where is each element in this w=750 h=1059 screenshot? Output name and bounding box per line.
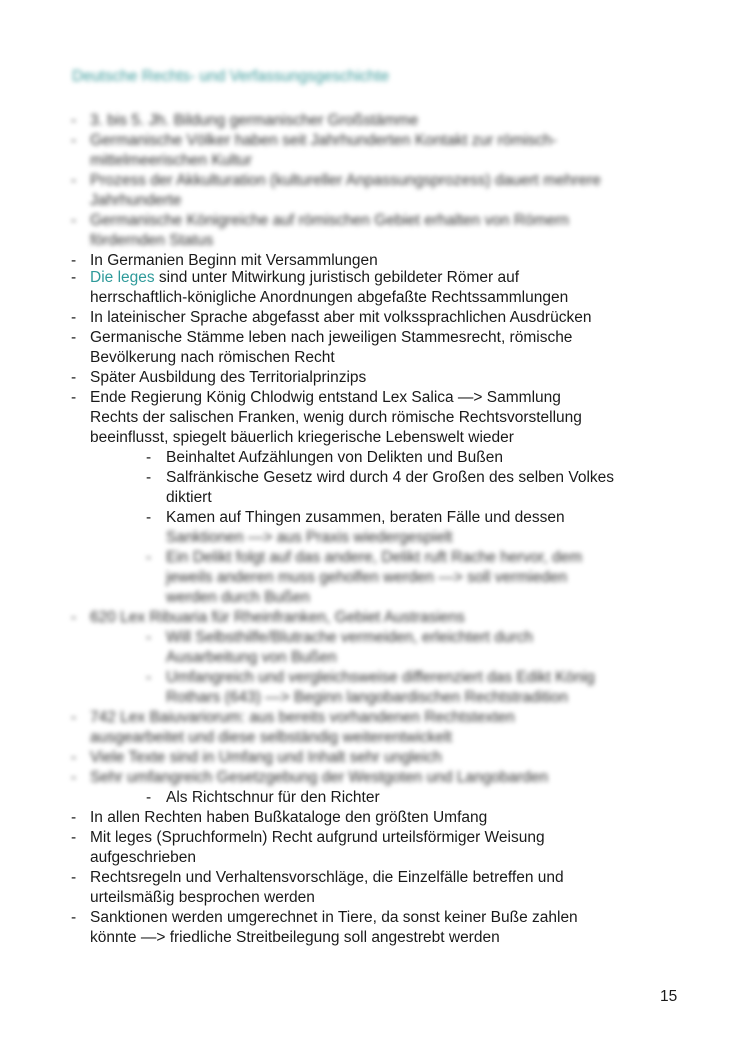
list-item [70,548,690,608]
bullet-dash: - [71,809,77,826]
list-item [70,388,690,448]
list-item-line: diktiert [166,489,212,506]
list-item [70,268,690,308]
list-item-line: Rechts der salischen Franken, wenig durch römische Rechtsvorstellung [90,409,582,426]
bullet-dash: - [71,869,77,886]
list-item-line: ausgearbeitet und diese selbständig weiterentwickelt [90,729,452,746]
list-item [70,328,690,368]
list-item-line: Rothars (643) —> Beginn langobardischen Rechtstradition [166,689,568,706]
list-item [70,868,690,908]
list-item [70,468,690,508]
list-item [70,171,690,211]
list-item-line: Germanische Königreiche auf römischen Gebiet erhalten von Römern [90,212,570,229]
list-item-line: Ausarbeitung von Bußen [166,649,337,666]
list-item-line: werden durch Bußen [166,589,310,606]
list-item-line: In lateinischer Sprache abgefasst aber mit volkssprachlichen Ausdrücken [90,309,592,326]
list-item-line: Rechtsregeln und Verhaltensvorschläge, die Einzelfälle betreffen und [90,869,564,886]
list-item-line: könnte —> friedliche Streitbeilegung soll angestrebt werden [90,929,500,946]
list-item [70,308,690,328]
bullet-dash: - [71,829,77,846]
notes-list [70,111,690,948]
list-item [70,608,690,628]
list-item [70,668,690,708]
list-item-line: Sanktionen —> aus Praxis wiedergespielt [166,529,453,546]
page-title: Deutsche Rechts- und Verfassungsgeschichte [72,68,390,85]
list-item-line: aufgeschrieben [90,849,196,866]
list-item [70,628,690,668]
list-item-line: Kamen auf Thingen zusammen, beraten Fälle und dessen [166,509,565,526]
list-item-line: mittelmeerischen Kultur [90,152,252,169]
bullet-dash: - [71,132,77,149]
list-item [70,808,690,828]
list-item-line: beeinflusst, spiegelt bäuerlich kriegerische Lebenswelt wieder [90,429,514,446]
list-item-line: fördernden Status [90,232,214,249]
list-item-line: Bevölkerung nach römischen Recht [90,349,335,366]
list-item-line: Umfangreich und vergleichsweise differenziert das Edikt König [166,669,595,686]
bullet-dash: - [146,469,152,486]
list-item-line: Später Ausbildung des Territorialprinzips [90,369,367,386]
bullet-dash: - [146,629,152,646]
list-item-line: In allen Rechten haben Bußkataloge den größten Umfang [90,809,488,826]
list-item [70,211,690,251]
list-item-line: In Germanien Beginn mit Versammlungen [90,252,378,269]
list-item-line: Beinhaltet Aufzählungen von Delikten und Bußen [166,449,503,466]
list-item [70,828,690,868]
list-item-line: 620 Lex Ribuaria für Rheinfranken, Gebiet Austrasiens [90,609,465,626]
list-item-line: Germanische Völker haben seit Jahrhunderten Kontakt zur römisch- [90,132,557,149]
bullet-dash: - [71,369,77,386]
page-number: 15 [660,988,678,1005]
bullet-dash: - [71,709,77,726]
highlighted-term: Die leges [90,269,155,286]
list-item [70,768,690,788]
list-item [70,111,690,131]
list-item [70,508,690,528]
bullet-dash: - [71,749,77,766]
bullet-dash: - [71,389,77,406]
bullet-dash: - [146,549,152,566]
list-item [70,788,690,808]
list-item-line: Salfränkische Gesetz wird durch 4 der Großen des selben Volkes [166,469,615,486]
list-item-line: Prozess der Akkulturation (kultureller Anpassungsprozess) dauert mehrere [90,172,601,189]
list-item-line: Viele Texte sind in Umfang und Inhalt sehr ungleich [90,749,442,766]
bullet-dash: - [71,309,77,326]
list-item [70,528,690,548]
list-item [70,448,690,468]
bullet-dash: - [146,789,152,806]
list-item-line: sind unter Mitwirkung juristisch gebildeter Römer auf [154,269,520,286]
list-item-line: Mit leges (Spruchformeln) Recht aufgrund urteilsförmiger Weisung [90,829,545,846]
bullet-dash: - [71,909,77,926]
list-item [70,708,690,748]
bullet-dash: - [71,329,77,346]
list-item [70,368,690,388]
list-item-line: Germanische Stämme leben nach jeweiligen Stammesrecht, römische [90,329,573,346]
bullet-dash: - [146,449,152,466]
list-item-line: Als Richtschnur für den Richter [166,789,380,806]
list-item [70,131,690,171]
list-item-line: Sehr umfangreich Gesetzgebung der Westgoten und Langobarden [90,769,549,786]
list-item-line: Ein Delikt folgt auf das andere, Delikt ruft Rache hervor, dem [166,549,583,566]
list-item-line: jeweils anderen muss geholfen werden —> soll vermieden [166,569,568,586]
list-item-line: 3. bis 5. Jh. Bildung germanischer Großstämme [90,112,419,129]
bullet-dash: - [71,112,77,129]
bullet-dash: - [71,212,77,229]
list-item-line: Ende Regierung König Chlodwig entstand Lex Salica —> Sammlung [90,389,561,406]
bullet-dash: - [146,669,152,686]
bullet-dash: - [71,252,77,269]
list-item [70,908,690,948]
list-item-line: 742 Lex Baiuvariorum: aus bereits vorhandenen Rechtstexten [90,709,515,726]
bullet-dash: - [71,769,77,786]
list-item [70,748,690,768]
bullet-dash: - [71,269,77,286]
list-item-line: Will Selbsthilfe/Blutrache vermeiden, erleichtert durch [166,629,533,646]
list-item-line: urteilsmäßig besprochen werden [90,889,315,906]
list-item-line: herrschaftlich-königliche Anordnungen abgefaßte Rechtssammlungen [90,289,569,306]
list-item-line: Jahrhunderte [90,192,182,209]
list-item-line: Sanktionen werden umgerechnet in Tiere, da sonst keiner Buße zahlen [90,909,578,926]
bullet-dash: - [146,509,152,526]
bullet-dash: - [71,609,77,626]
bullet-dash: - [71,172,77,189]
